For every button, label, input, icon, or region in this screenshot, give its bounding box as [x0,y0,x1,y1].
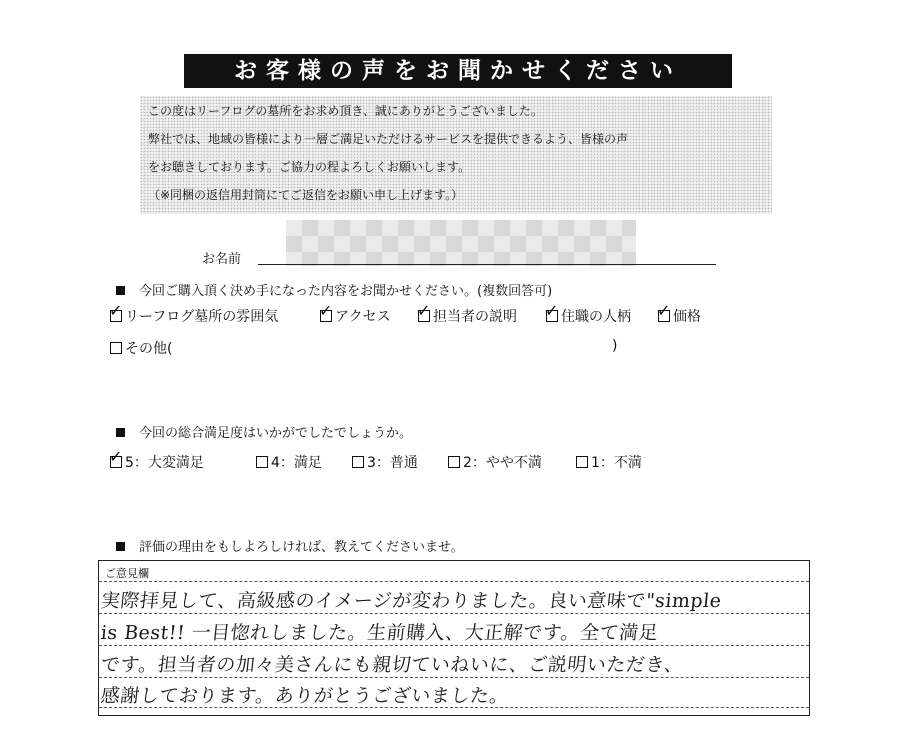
checkbox[interactable] [545,301,559,322]
ruled-line [99,645,809,646]
question-3-heading [116,536,464,555]
rating-1[interactable] [576,452,642,472]
rating-5[interactable] [109,447,204,472]
ruled-line [99,581,809,582]
option-label: 1：不満 [591,455,642,471]
ruled-line [99,677,809,678]
square-bullet-icon [116,542,125,551]
option-access[interactable] [319,301,391,326]
checkbox[interactable] [110,342,122,354]
checkmark-icon: ✓ [109,447,123,466]
ruled-line [99,613,809,614]
rating-2[interactable] [448,452,542,472]
checkmark-icon: ✓ [319,301,333,320]
question-2-heading [116,422,412,441]
checkbox[interactable] [576,456,588,468]
square-bullet-icon [116,286,125,295]
checkmark-icon: ✓ [417,301,431,320]
checkmark-icon: ✓ [657,301,671,320]
comment-text-line: です。担当者の加々美さんにも親切ていねいに、ご説明いただき、 [99,654,685,676]
option-label: 担当者の説明 [433,309,517,325]
option-label: 2：やや不満 [463,455,542,471]
checkmark-icon: ✓ [109,301,123,320]
comment-box[interactable] [98,560,810,716]
option-label: 価格 [673,309,701,325]
intro-line: （※同梱の返信用封筒にてご返信をお願い申し上げます。） [148,188,464,202]
checkbox[interactable] [109,447,123,468]
square-bullet-icon [116,428,125,437]
option-label: 4：満足 [271,455,322,471]
option-label: 5：大変満足 [125,455,204,471]
question-3-text: 評価の理由をもしよろしければ、教えてくださいませ。 [139,540,464,555]
option-label: リーフログ墓所の雰囲気 [125,309,279,325]
intro-line: をお聴きしております。ご協力の程よろしくお願いします。 [148,160,471,174]
checkbox[interactable] [256,456,268,468]
question-2-text: 今回の総合満足度はいかがでしたでしょうか。 [139,426,413,441]
comment-text-line: 感謝しております。ありがとうございました。 [99,685,510,707]
rating-4[interactable] [256,452,322,472]
option-label: その他( [125,341,173,357]
comment-text-line: is Best!! 一目惚れしました。生前購入、大正解です。全て満足 [99,622,660,644]
comment-label: ご意見欄 [105,567,149,580]
option-label: 3：普通 [367,455,418,471]
intro-box [140,96,772,214]
question-1-heading [116,280,552,299]
comment-text-line: 実際拝見して、高級感のイメージが変わりました。良い意味で"simple [99,590,723,612]
option-other[interactable] [110,338,172,358]
checkbox[interactable] [657,301,671,322]
name-redaction-mosaic [286,220,636,266]
name-field[interactable] [258,264,716,265]
intro-line: この度はリーフログの墓所をお求め頂き、誠にありがとうございました。 [148,104,543,118]
option-priest-character[interactable] [545,301,631,326]
option-label: アクセス [335,309,391,325]
option-atmosphere[interactable] [109,301,279,326]
option-other-close-paren: ) [612,338,618,354]
checkbox[interactable] [417,301,431,322]
checkbox[interactable] [448,456,460,468]
page-title: お客様の声をお聞かせください [184,54,732,88]
checkbox[interactable] [319,301,333,322]
checkbox[interactable] [109,301,123,322]
option-label: 住職の人柄 [561,309,631,325]
name-label: お名前 [202,252,242,267]
question-1-text: 今回ご購入頂く決め手になった内容をお聞かせください。(複数回答可) [139,284,553,299]
rating-3[interactable] [352,452,418,472]
checkmark-icon: ✓ [545,301,559,320]
checkbox[interactable] [352,456,364,468]
option-staff-explanation[interactable] [417,301,517,326]
option-price[interactable] [657,301,701,326]
intro-line: 弊社では、地域の皆様により一層ご満足いただけるサービスを提供できるよう、皆様の声 [148,132,629,146]
